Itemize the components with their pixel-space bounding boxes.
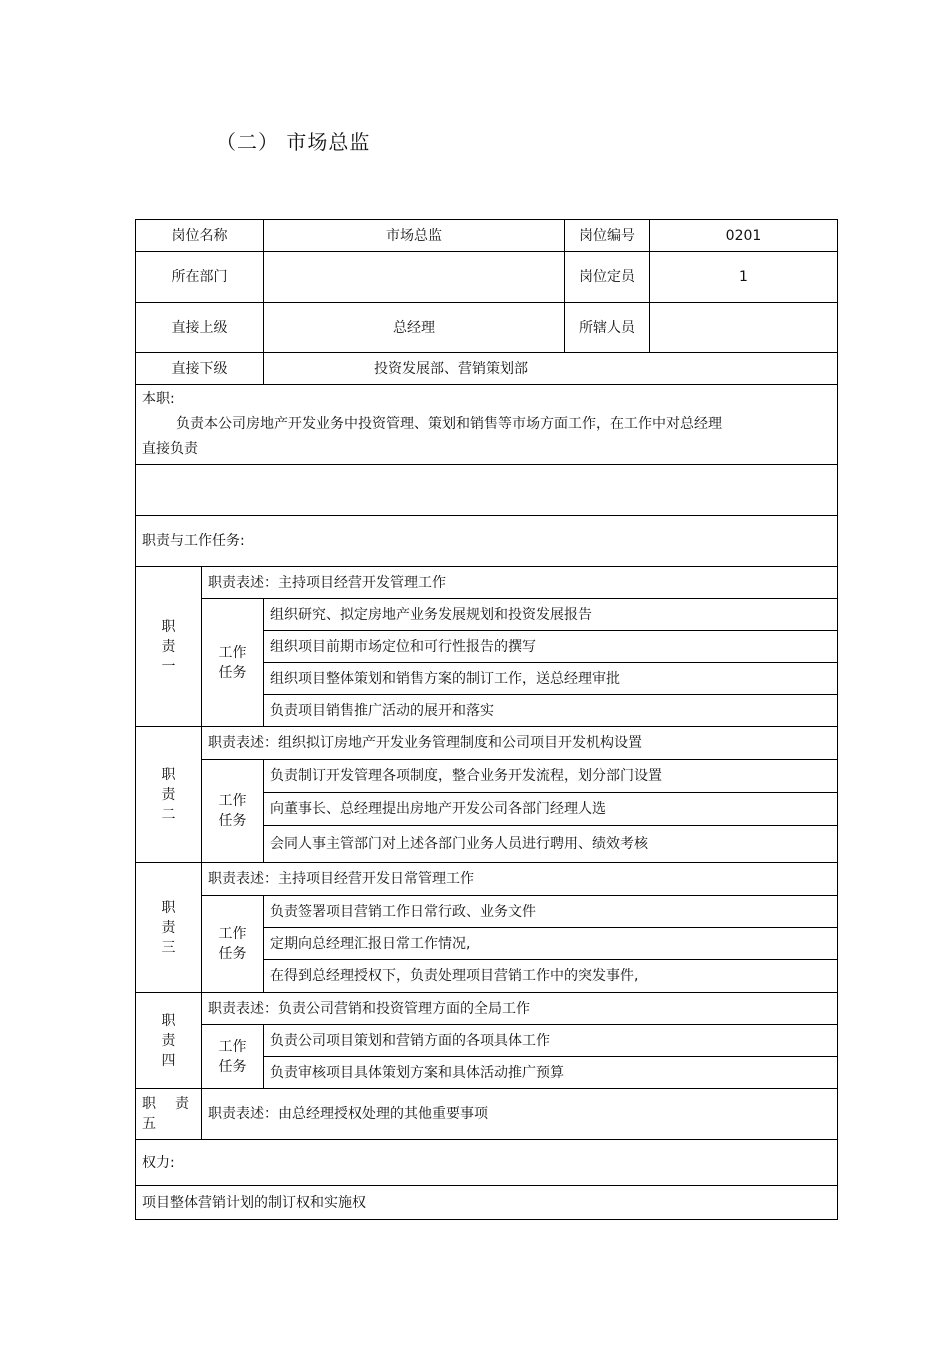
duty-2-description-row — [136, 727, 838, 760]
subordinate-staff-value — [650, 303, 838, 353]
duty-3-task-1: 负责签署项目营销工作日常行政、业务文件 — [264, 896, 838, 928]
row-direct-subordinate — [136, 353, 838, 385]
duty-3-label: 职 责 三 — [136, 863, 202, 993]
duty-1-label: 职 责 一 — [136, 567, 202, 727]
superior-value: 总经理 — [264, 303, 565, 353]
row-department — [136, 252, 838, 303]
headcount-value: 1 — [650, 252, 838, 303]
row-authority-label — [136, 1140, 838, 1186]
duty-3-task-2: 定期向总经理汇报日常工作情况, — [264, 928, 838, 960]
duty-2-description: 职责表述：组织拟订房地产开发业务管理制度和公司项目开发机构设置 — [202, 727, 838, 760]
position-name-value: 市场总监 — [264, 220, 565, 252]
duty-1-task-4: 负责项目销售推广活动的展开和落实 — [264, 695, 838, 727]
duty-3-task-label: 工作 任务 — [202, 896, 264, 993]
duty-1-description: 职责表述：主持项目经营开发管理工作 — [202, 567, 838, 599]
table-row — [136, 1025, 838, 1057]
duty-1-task-label: 工作 任务 — [202, 599, 264, 727]
duties-heading: 职责与工作任务: — [136, 516, 838, 567]
row-superior — [136, 303, 838, 353]
row-authority-item — [136, 1186, 838, 1220]
page-title: （二） 市场总监 — [216, 130, 371, 154]
duty-5-label: 职 责 五 — [136, 1089, 202, 1140]
duty-2-task-1: 负责制订开发管理各项制度，整合业务开发流程，划分部门设置 — [264, 760, 838, 793]
duty-3-description-row — [136, 863, 838, 896]
subordinate-staff-label: 所辖人员 — [565, 303, 650, 353]
role-cell — [136, 385, 838, 465]
duty-4-task-2: 负责审核项目具体策划方案和具体活动推广预算 — [264, 1057, 838, 1089]
duty-2-task-label: 工作 任务 — [202, 760, 264, 863]
table-row — [136, 896, 838, 928]
job-description-table — [135, 219, 838, 1220]
duty-1-task-3: 组织项目整体策划和销售方案的制订工作，送总经理审批 — [264, 663, 838, 695]
duty-3-description: 职责表述：主持项目经营开发日常管理工作 — [202, 863, 838, 896]
position-name-label: 岗位名称 — [136, 220, 264, 252]
duty-4-description-row — [136, 993, 838, 1025]
headcount-label: 岗位定员 — [565, 252, 650, 303]
direct-subordinate-value: 投资发展部、营销策划部 — [264, 353, 838, 385]
blank-cell — [136, 465, 838, 516]
role-line-1: 负责本公司房地产开发业务中投资管理、策划和销售等市场方面工作，在工作中对总经理 — [176, 416, 722, 432]
duty-2-task-2: 向董事长、总经理提出房地产开发公司各部门经理人选 — [264, 793, 838, 826]
duty-1-task-1: 组织研究、拟定房地产业务发展规划和投资发展报告 — [264, 599, 838, 631]
row-duties-heading — [136, 516, 838, 567]
authority-item: 项目整体营销计划的制订权和实施权 — [136, 1186, 838, 1220]
superior-label: 直接上级 — [136, 303, 264, 353]
department-value — [264, 252, 565, 303]
row-role — [136, 385, 838, 465]
table-row — [136, 599, 838, 631]
row-position-name — [136, 220, 838, 252]
duty-2-label: 职 责 二 — [136, 727, 202, 863]
duty-5-description: 职责表述：由总经理授权处理的其他重要事项 — [202, 1089, 838, 1140]
duty-4-description: 职责表述：负责公司营销和投资管理方面的全局工作 — [202, 993, 838, 1025]
role-label: 本职: — [142, 391, 175, 407]
duty-1-task-2: 组织项目前期市场定位和可行性报告的撰写 — [264, 631, 838, 663]
position-code-value: 0201 — [650, 220, 838, 252]
duty-4-task-1: 负责公司项目策划和营销方面的各项具体工作 — [264, 1025, 838, 1057]
duty-2-task-3: 会同人事主管部门对上述各部门业务人员进行聘用、绩效考核 — [264, 826, 838, 863]
row-blank — [136, 465, 838, 516]
duty-4-task-label: 工作 任务 — [202, 1025, 264, 1089]
duty-3-task-3: 在得到总经理授权下，负责处理项目营销工作中的突发事件, — [264, 960, 838, 993]
department-label: 所在部门 — [136, 252, 264, 303]
duty-1-description-row — [136, 567, 838, 599]
direct-subordinate-label: 直接下级 — [136, 353, 264, 385]
duty-5-row — [136, 1089, 838, 1140]
table-row — [136, 760, 838, 793]
role-line-2: 直接负责 — [142, 441, 198, 457]
position-code-label: 岗位编号 — [565, 220, 650, 252]
duty-4-label: 职 责 四 — [136, 993, 202, 1089]
authority-label: 权力: — [136, 1140, 838, 1186]
